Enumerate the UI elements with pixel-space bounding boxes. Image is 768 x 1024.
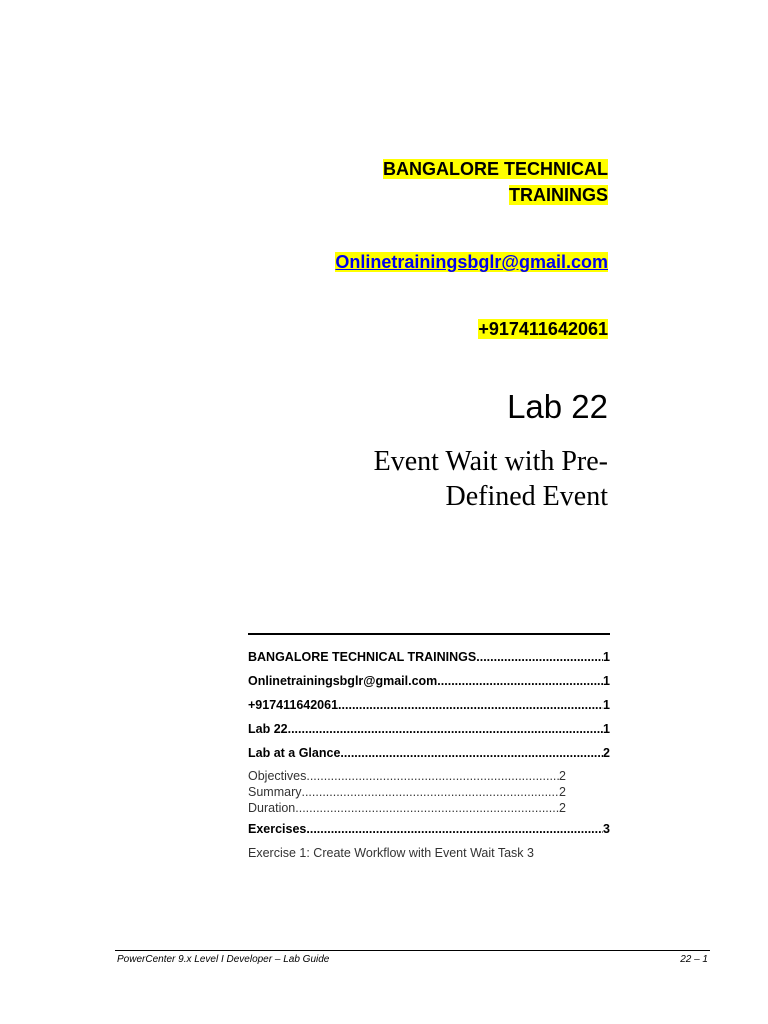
toc-entry-page: 2	[559, 769, 566, 783]
toc-leader	[295, 800, 559, 816]
toc-leader	[437, 672, 603, 690]
lab-title: Lab 22	[507, 388, 608, 425]
toc-entry-page: 1	[603, 722, 610, 736]
toc-entry-page: 3	[527, 846, 534, 860]
toc-entry-lab[interactable]	[248, 720, 610, 744]
toc-entry-page: 1	[603, 650, 610, 664]
toc-entry-text: Summary	[248, 785, 302, 799]
footer-page-number: 22 – 1	[680, 954, 708, 965]
toc-entry-page: 1	[603, 698, 610, 712]
toc-entry-lab-at-a-glance[interactable]	[248, 744, 610, 768]
toc-entry-page: 2	[559, 785, 566, 799]
toc-entry-duration[interactable]	[248, 800, 566, 816]
toc-entry-text: Objectives	[248, 769, 307, 783]
toc-entry-company[interactable]	[248, 648, 610, 672]
toc-leader	[288, 720, 603, 738]
lab-subtitle	[288, 444, 608, 514]
toc-leader	[476, 648, 603, 666]
toc-entry-text: Lab 22	[248, 722, 288, 736]
toc-entry-page: 2	[603, 746, 610, 760]
company-name-line2: TRAININGS	[509, 185, 608, 205]
toc-entry-text: Onlinetrainingsbglr@gmail.com	[248, 674, 438, 688]
toc-leader	[340, 744, 603, 762]
toc-entry-page: 2	[559, 801, 566, 815]
lab-subtitle-line2: Defined Event	[445, 481, 608, 512]
company-name	[308, 156, 608, 208]
toc-entry-exercise-1[interactable]	[248, 844, 610, 862]
toc-leader	[301, 784, 559, 800]
toc-entry-objectives[interactable]	[248, 768, 566, 784]
toc-entry-text: Exercise 1: Create Workflow with Event Wait Task	[248, 846, 524, 860]
email-block	[335, 250, 608, 274]
toc-entry-page: 1	[603, 674, 610, 688]
toc-entry-text: BANGALORE TECHNICAL TRAININGS	[248, 650, 477, 664]
toc-entry-text: Exercises	[248, 822, 307, 836]
footer-document-title: PowerCenter 9.x Level I Developer – Lab Guide	[117, 954, 330, 965]
toc-leader	[306, 768, 559, 784]
toc-entry-exercises[interactable]	[248, 820, 610, 844]
toc-entry-phone[interactable]	[248, 696, 610, 720]
toc-entry-summary[interactable]	[248, 784, 566, 800]
phone-number: +917411642061	[478, 319, 608, 339]
toc-leader	[306, 820, 603, 838]
toc-entry-page: 3	[603, 822, 610, 836]
table-of-contents	[248, 648, 610, 862]
toc-entry-email[interactable]	[248, 672, 610, 696]
toc-divider	[248, 633, 610, 635]
company-name-line1: BANGALORE TECHNICAL	[383, 159, 608, 179]
toc-entry-text: +917411642061	[248, 698, 339, 712]
footer-divider	[115, 950, 710, 951]
phone-block	[478, 317, 608, 341]
toc-entry-text: Duration	[248, 801, 296, 815]
email-link[interactable]: Onlinetrainingsbglr@gmail.com	[335, 252, 608, 272]
lab-subtitle-line1: Event Wait with Pre-	[373, 446, 608, 477]
toc-entry-text: Lab at a Glance	[248, 746, 341, 760]
toc-leader	[338, 696, 603, 714]
